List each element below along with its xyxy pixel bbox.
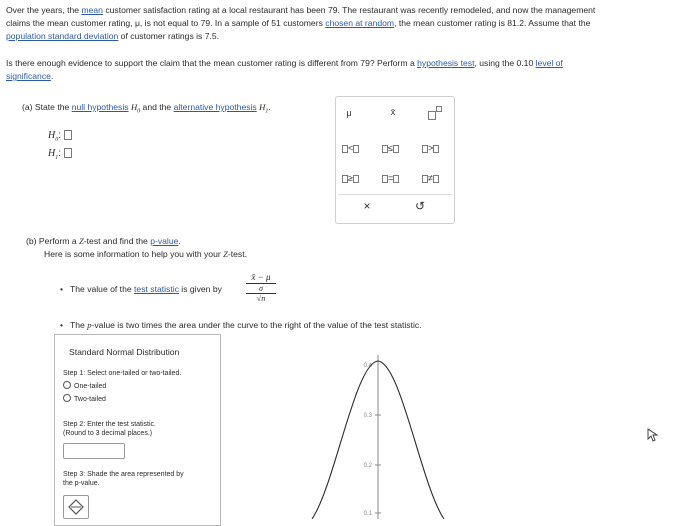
significance-link[interactable]: significance xyxy=(6,71,51,81)
h0-input[interactable] xyxy=(64,130,72,140)
two-tailed-option[interactable]: Two-tailed xyxy=(63,394,106,404)
population-sd-link[interactable]: population standard deviation xyxy=(6,31,119,41)
null-hypothesis-link[interactable]: null hypothesis xyxy=(71,102,129,112)
part-b-help: Here is some information to help you with your Z-test. xyxy=(44,249,248,259)
clear-icon[interactable]: × xyxy=(363,199,371,213)
panel-title: Standard Normal Distribution xyxy=(69,347,180,357)
palette-divider xyxy=(338,194,452,195)
one-tailed-option[interactable]: One-tailed xyxy=(63,381,106,391)
formula-numerator: x̄ − μ xyxy=(246,272,276,284)
formula-sigma: σ xyxy=(259,284,263,293)
formula-root-n: √n xyxy=(246,293,276,303)
y-tick-0.1: 0.1 xyxy=(363,511,372,517)
mean-link[interactable]: mean xyxy=(81,5,103,15)
y-tick-0.3: 0.3 xyxy=(363,413,372,419)
test-statistic-formula xyxy=(246,272,276,303)
step2-label: Step 2: Enter the test statistic. (Round to 3 decimal places.) xyxy=(63,421,156,437)
hypothesis-test-link[interactable]: hypothesis test xyxy=(417,58,475,68)
step1-label: Step 1: Select one-tailed or two-tailed. xyxy=(63,370,182,377)
base-box-icon xyxy=(428,111,436,120)
superscript-button[interactable] xyxy=(424,106,446,120)
alternative-hypothesis-link[interactable]: alternative hypothesis xyxy=(173,102,257,112)
part-b-prompt: (b) Perform a Z-test and find the p-value. xyxy=(26,236,181,246)
shade-tool-icon xyxy=(64,496,88,518)
greater-equal-button[interactable]: ≥ xyxy=(342,173,359,183)
h0-row: $H_0$: xyxy=(48,130,72,143)
problem-statement: Over the years, the mean customer satisfaction rating at a local restaurant has been 79. The restaurant was recently remodeled, and now the management claims the mean customer rating, μ, is not equal to 79. In a sample of 51 customers chosen at random, the mean customer rating is 81.2. Assume that the population standard deviation of customer ratings is 7.5. xyxy=(6,5,596,41)
equal-button[interactable]: = xyxy=(382,173,399,183)
part-a-prompt: (a) State the null hypothesis $H_0$ and the alternative hypothesis $H_1$. xyxy=(22,102,271,115)
shade-tool-button[interactable] xyxy=(63,495,89,519)
p-value-link[interactable]: p-value xyxy=(150,236,179,246)
exponent-box-icon xyxy=(436,106,442,112)
test-statistic-input[interactable] xyxy=(63,443,125,459)
y-tick-0.4: 0.4 xyxy=(363,363,372,369)
cursor-icon xyxy=(646,428,658,442)
xbar-button[interactable]: x̄ xyxy=(390,107,396,117)
symbol-palette xyxy=(335,96,455,224)
less-equal-button[interactable]: ≤ xyxy=(382,143,399,153)
bullet-p-value: • The p-value is two times the area under the curve to the right of the value of the test statistic. xyxy=(70,320,422,330)
bullet-test-statistic: • The value of the test statistic is given by xyxy=(70,284,222,294)
radio-icon[interactable] xyxy=(63,381,71,389)
h1-input[interactable] xyxy=(64,148,72,158)
step3-label: Step 3: Shade the area represented by the p-value. xyxy=(63,471,184,487)
not-equal-button[interactable]: ≠ xyxy=(422,173,439,183)
h1-row: $H_1$: xyxy=(48,148,72,161)
less-than-button[interactable]: < xyxy=(342,143,359,153)
mu-button[interactable]: μ xyxy=(346,108,352,118)
radio-icon[interactable] xyxy=(63,394,71,402)
greater-than-button[interactable]: > xyxy=(422,143,439,153)
y-tick-0.2: 0.2 xyxy=(363,463,372,469)
level-of-significance-link[interactable]: level of xyxy=(535,58,563,68)
undo-icon[interactable]: ↺ xyxy=(414,199,426,213)
standard-normal-panel xyxy=(54,334,221,526)
question-text: Is there enough evidence to support the claim that the mean customer rating is different from 79? Perform a hypothesis test, using the 0.10 level of significance. xyxy=(6,58,563,81)
test-statistic-link[interactable]: test statistic xyxy=(134,284,179,294)
chosen-at-random-link[interactable]: chosen at random xyxy=(325,18,395,28)
normal-curve-graph[interactable] xyxy=(300,335,480,519)
